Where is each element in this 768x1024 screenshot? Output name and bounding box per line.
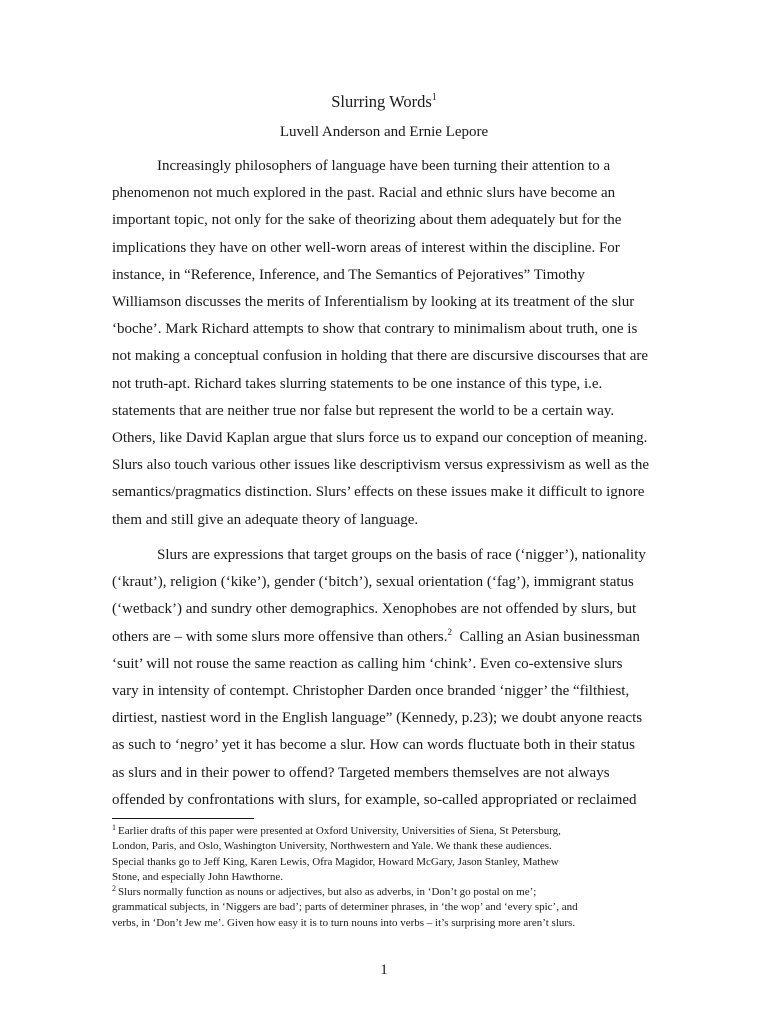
line-text: Calling an Asian businessman bbox=[451, 628, 640, 645]
title-text: Slurring Words bbox=[331, 92, 432, 111]
paragraph-line: (‘kraut’), religion (‘kike’), gender (‘bitch’), sexual orientation (‘fag’), immigrant status bbox=[112, 574, 634, 591]
footnote-mark-2: 2 bbox=[447, 626, 452, 637]
paragraph-line: as slurs and in their power to offend? Targeted members themselves are not always bbox=[112, 764, 610, 781]
title-footnote-mark: 1 bbox=[431, 92, 437, 103]
paper-title bbox=[0, 91, 768, 113]
paragraph-line: dirtiest, nastiest word in the English language” (Kennedy, p.23); we doubt anyone reacts bbox=[112, 710, 643, 727]
footnote-2-mark: 2 bbox=[112, 884, 116, 894]
footnote-1-mark: 1 bbox=[112, 823, 116, 832]
footnote-1-line bbox=[112, 824, 660, 839]
footnote-1-line: Stone, and especially John Hawthorne. bbox=[112, 870, 284, 883]
paragraph-line: statements that are neither true nor false but represent the world to be a certain way. bbox=[112, 402, 615, 419]
paragraph-line: important topic, not only for the sake of theorizing about them adequately but for the bbox=[112, 212, 622, 229]
paragraph-2 bbox=[112, 542, 657, 814]
paragraph-line: semantics/pragmatics distinction. Slurs’ effects on these issues make it difficult to ignore bbox=[112, 484, 645, 501]
paragraph-line: Others, like David Kaplan argue that slurs force us to expand our conception of meaning. bbox=[112, 430, 648, 447]
footnote-divider bbox=[112, 818, 254, 819]
paper-authors: Luvell Anderson and Ernie Lepore bbox=[279, 124, 489, 140]
paragraph-line: offended by confrontations with slurs, for example, so-called appropriated or reclaimed bbox=[112, 791, 637, 808]
paragraph-line-with-footnote bbox=[112, 624, 657, 651]
footnote-2-line: grammatical subjects, in ‘Niggers are bad’; parts of determiner phrases, in ‘the wop’ and ‘every spic’, and bbox=[112, 901, 578, 914]
footnote-2-line bbox=[112, 885, 660, 900]
footnote-text: Slurs normally function as nouns or adjectives, but also as adverbs, in ‘Don’t go postal on me’; bbox=[118, 886, 537, 899]
footnote-text: Earlier drafts of this paper were presented at Oxford University, Universities of Siena, St Petersburg, bbox=[118, 825, 561, 837]
paragraph-line: phenomenon not much explored in the past. Racial and ethnic slurs have become an bbox=[112, 185, 616, 202]
footnotes bbox=[112, 824, 660, 931]
page-number: 1 bbox=[380, 962, 388, 978]
paragraph-1 bbox=[112, 153, 657, 534]
footnote-1-line: London, Paris, and Oslo, Washington University, Northwestern and Yale. We thank these audiences. bbox=[112, 840, 552, 853]
paragraph-line: ‘boche’. Mark Richard attempts to show that contrary to minimalism about truth, one is bbox=[112, 321, 638, 338]
line-text: others are – with some slurs more offensive than others. bbox=[112, 628, 448, 645]
paragraph-line: as such to ‘negro’ yet it has become a slur. How can words fluctuate both in their status bbox=[112, 737, 635, 754]
paragraph-line: instance, in “Reference, Inference, and The Semantics of Pejoratives” Timothy bbox=[112, 266, 585, 283]
paragraph-line: Slurs also touch various other issues like descriptivism versus expressivism as well as the bbox=[112, 457, 650, 474]
paragraph-line: Slurs are expressions that target groups on the basis of race (‘nigger’), nationality bbox=[157, 547, 646, 563]
paragraph-line: vary in intensity of contempt. Christopher Darden once branded ‘nigger’ the “filthiest, bbox=[112, 683, 630, 700]
paragraph-line: not truth-apt. Richard takes slurring statements to be one instance of this type, i.e. bbox=[112, 375, 603, 392]
footnote-1-line: Special thanks go to Jeff King, Karen Lewis, Ofra Magidor, Howard McGary, Jason Stanley, Mathew bbox=[112, 855, 559, 868]
paragraph-line: not making a conceptual confusion in holding that there are discursive discourses that are bbox=[112, 348, 649, 365]
paragraph-line: implications they have on other well-worn areas of interest within the discipline. For bbox=[112, 239, 620, 256]
paragraph-line: (‘wetback’) and sundry other demographics. Xenophobes are not offended by slurs, but bbox=[112, 601, 637, 618]
footnote-2-line: verbs, in ‘Don’t Jew me’. Given how easy it is to turn nouns into verbs – it’s surprising more aren’t slurs. bbox=[112, 916, 576, 929]
paragraph-line: ‘suit’ will not rouse the same reaction as calling him ‘chink’. Even co-extensive slurs bbox=[112, 655, 623, 672]
paragraph-line: Williamson discusses the merits of Inferentialism by looking at its treatment of the slur bbox=[112, 294, 635, 311]
paragraph-line: Increasingly philosophers of language have been turning their attention to a bbox=[157, 158, 611, 174]
paragraph-line: them and still give an adequate theory of language. bbox=[112, 511, 419, 528]
